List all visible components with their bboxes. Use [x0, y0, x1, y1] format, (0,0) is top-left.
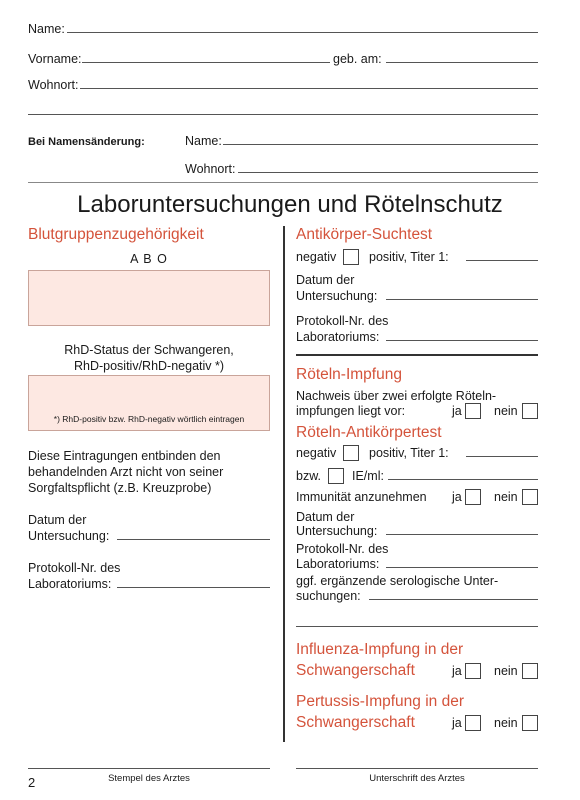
- left-datum-field[interactable]: [117, 539, 270, 540]
- nc-name-label: Name:: [185, 134, 222, 148]
- nachweis-nein-checkbox[interactable]: [522, 403, 538, 419]
- roeteln-impfung-heading: Röteln-Impfung: [296, 366, 402, 383]
- blutgruppe-box[interactable]: [28, 270, 270, 326]
- pertussis-ja-label: ja: [452, 716, 462, 730]
- disclaimer-line1: Diese Eintragungen entbinden den: [28, 449, 221, 463]
- suchtest-datum-field[interactable]: [386, 299, 538, 300]
- bzw-checkbox[interactable]: [328, 468, 344, 484]
- antikoerper-negativ-label: negativ: [296, 446, 337, 460]
- ggf-extra-line[interactable]: [296, 626, 538, 627]
- influenza-nein-label: nein: [494, 664, 518, 678]
- vorname-field[interactable]: [82, 62, 330, 63]
- stempel-label: Stempel des Arztes: [108, 773, 190, 784]
- geb-label: geb. am:: [333, 52, 382, 66]
- wohnort-label: Wohnort:: [28, 78, 79, 92]
- left-protokoll-line1: Protokoll-Nr. des: [28, 561, 121, 575]
- rhd-label-line2: RhD-positiv/RhD-negativ *): [73, 359, 225, 373]
- right-section-divider: [296, 354, 538, 356]
- suchtest-protokoll-line2: Laboratoriums:: [296, 330, 380, 344]
- antikoerper-positiv-label: positiv, Titer 1:: [369, 446, 449, 460]
- suchtest-negativ-checkbox[interactable]: [343, 249, 359, 265]
- unterschrift-line[interactable]: [296, 768, 538, 769]
- page-number: 2: [28, 775, 36, 790]
- ggf-field[interactable]: [369, 599, 538, 600]
- vorname-label: Vorname:: [28, 52, 82, 66]
- rhd-box[interactable]: [28, 375, 270, 431]
- immunitaet-ja-checkbox[interactable]: [465, 489, 481, 505]
- rhd-label-line1: RhD-Status der Schwangeren,: [64, 343, 234, 357]
- nachweis-line2: impfungen liegt vor:: [296, 404, 406, 418]
- nachweis-nein-label: nein: [494, 404, 518, 418]
- antikoerper-datum-line1: Datum der: [296, 510, 355, 524]
- antikoerper-protokoll-field[interactable]: [386, 567, 538, 568]
- wohnort-field[interactable]: [80, 88, 538, 89]
- left-protokoll-field[interactable]: [117, 587, 270, 588]
- antikoerper-protokoll-line1: Protokoll-Nr. des: [296, 542, 389, 556]
- ggf-line1: ggf. ergänzende serologische Unter-: [296, 574, 499, 588]
- suchtest-datum-line2: Untersuchung:: [296, 289, 378, 303]
- pertussis-nein-checkbox[interactable]: [522, 715, 538, 731]
- suchtest-protokoll-field[interactable]: [386, 340, 538, 341]
- suchtest-datum-line1: Datum der: [296, 273, 355, 287]
- antikoerper-protokoll-line2: Laboratoriums:: [296, 557, 380, 571]
- suchtest-negativ-label: negativ: [296, 250, 337, 264]
- disclaimer-line3: Sorgfaltspflicht (z.B. Kreuzprobe): [28, 481, 212, 495]
- column-divider: [283, 226, 285, 742]
- header-divider: [28, 182, 538, 183]
- immunitaet-label: Immunität anzunehmen: [296, 490, 427, 504]
- antikoerper-negativ-checkbox[interactable]: [343, 445, 359, 461]
- suchtest-heading: Antikörper-Suchtest: [296, 226, 433, 243]
- influenza-nein-checkbox[interactable]: [522, 663, 538, 679]
- antikoerper-titer-field[interactable]: [466, 456, 538, 457]
- geb-field[interactable]: [386, 62, 538, 63]
- ieml-field[interactable]: [388, 479, 538, 480]
- immunitaet-nein-label: nein: [494, 490, 518, 504]
- nc-wohnort-label: Wohnort:: [185, 162, 236, 176]
- pertussis-heading-line2: Schwangerschaft: [296, 714, 415, 731]
- bzw-label: bzw.: [296, 469, 322, 483]
- influenza-heading-line2: Schwangerschaft: [296, 662, 415, 679]
- pertussis-heading-line1: Pertussis-Impfung in der: [296, 693, 464, 710]
- suchtest-titer-field[interactable]: [466, 260, 538, 261]
- influenza-heading-line1: Influenza-Impfung in der: [296, 641, 464, 658]
- unterschrift-label: Unterschrift des Arztes: [369, 773, 465, 784]
- suchtest-positiv-label: positiv, Titer 1:: [369, 250, 449, 264]
- nachweis-ja-checkbox[interactable]: [465, 403, 481, 419]
- ggf-line2: suchungen:: [296, 589, 361, 603]
- abo-label: A B O: [130, 252, 168, 266]
- ieml-label: IE/ml:: [352, 469, 384, 483]
- left-protokoll-line2: Laboratoriums:: [28, 577, 112, 591]
- rhd-note: *) RhD-positiv bzw. RhD-negativ wörtlich eintragen: [53, 414, 245, 424]
- address-extra-line[interactable]: [28, 114, 538, 115]
- nc-wohnort-field[interactable]: [238, 172, 538, 173]
- pertussis-ja-checkbox[interactable]: [465, 715, 481, 731]
- suchtest-protokoll-line1: Protokoll-Nr. des: [296, 314, 389, 328]
- disclaimer-line2: behandelnden Arzt nicht von seiner: [28, 465, 224, 479]
- influenza-ja-label: ja: [452, 664, 462, 678]
- influenza-ja-checkbox[interactable]: [465, 663, 481, 679]
- nc-name-field[interactable]: [223, 144, 538, 145]
- page-title: Laboruntersuchungen und Rötelnschutz: [77, 191, 503, 218]
- name-field[interactable]: [67, 32, 538, 33]
- blutgruppe-heading: Blutgruppenzugehörigkeit: [28, 226, 204, 243]
- nachweis-line1: Nachweis über zwei erfolgte Röteln-: [296, 389, 497, 403]
- left-datum-line1: Datum der: [28, 513, 87, 527]
- antikoerpertest-heading: Röteln-Antikörpertest: [296, 424, 442, 441]
- left-datum-line2: Untersuchung:: [28, 529, 110, 543]
- stempel-line[interactable]: [28, 768, 270, 769]
- namensaenderung-label: Bei Namensänderung:: [28, 136, 145, 148]
- immunitaet-ja-label: ja: [452, 490, 462, 504]
- antikoerper-datum-field[interactable]: [386, 534, 538, 535]
- pertussis-nein-label: nein: [494, 716, 518, 730]
- antikoerper-datum-line2: Untersuchung:: [296, 524, 378, 538]
- immunitaet-nein-checkbox[interactable]: [522, 489, 538, 505]
- name-label: Name:: [28, 22, 65, 36]
- nachweis-ja-label: ja: [452, 404, 462, 418]
